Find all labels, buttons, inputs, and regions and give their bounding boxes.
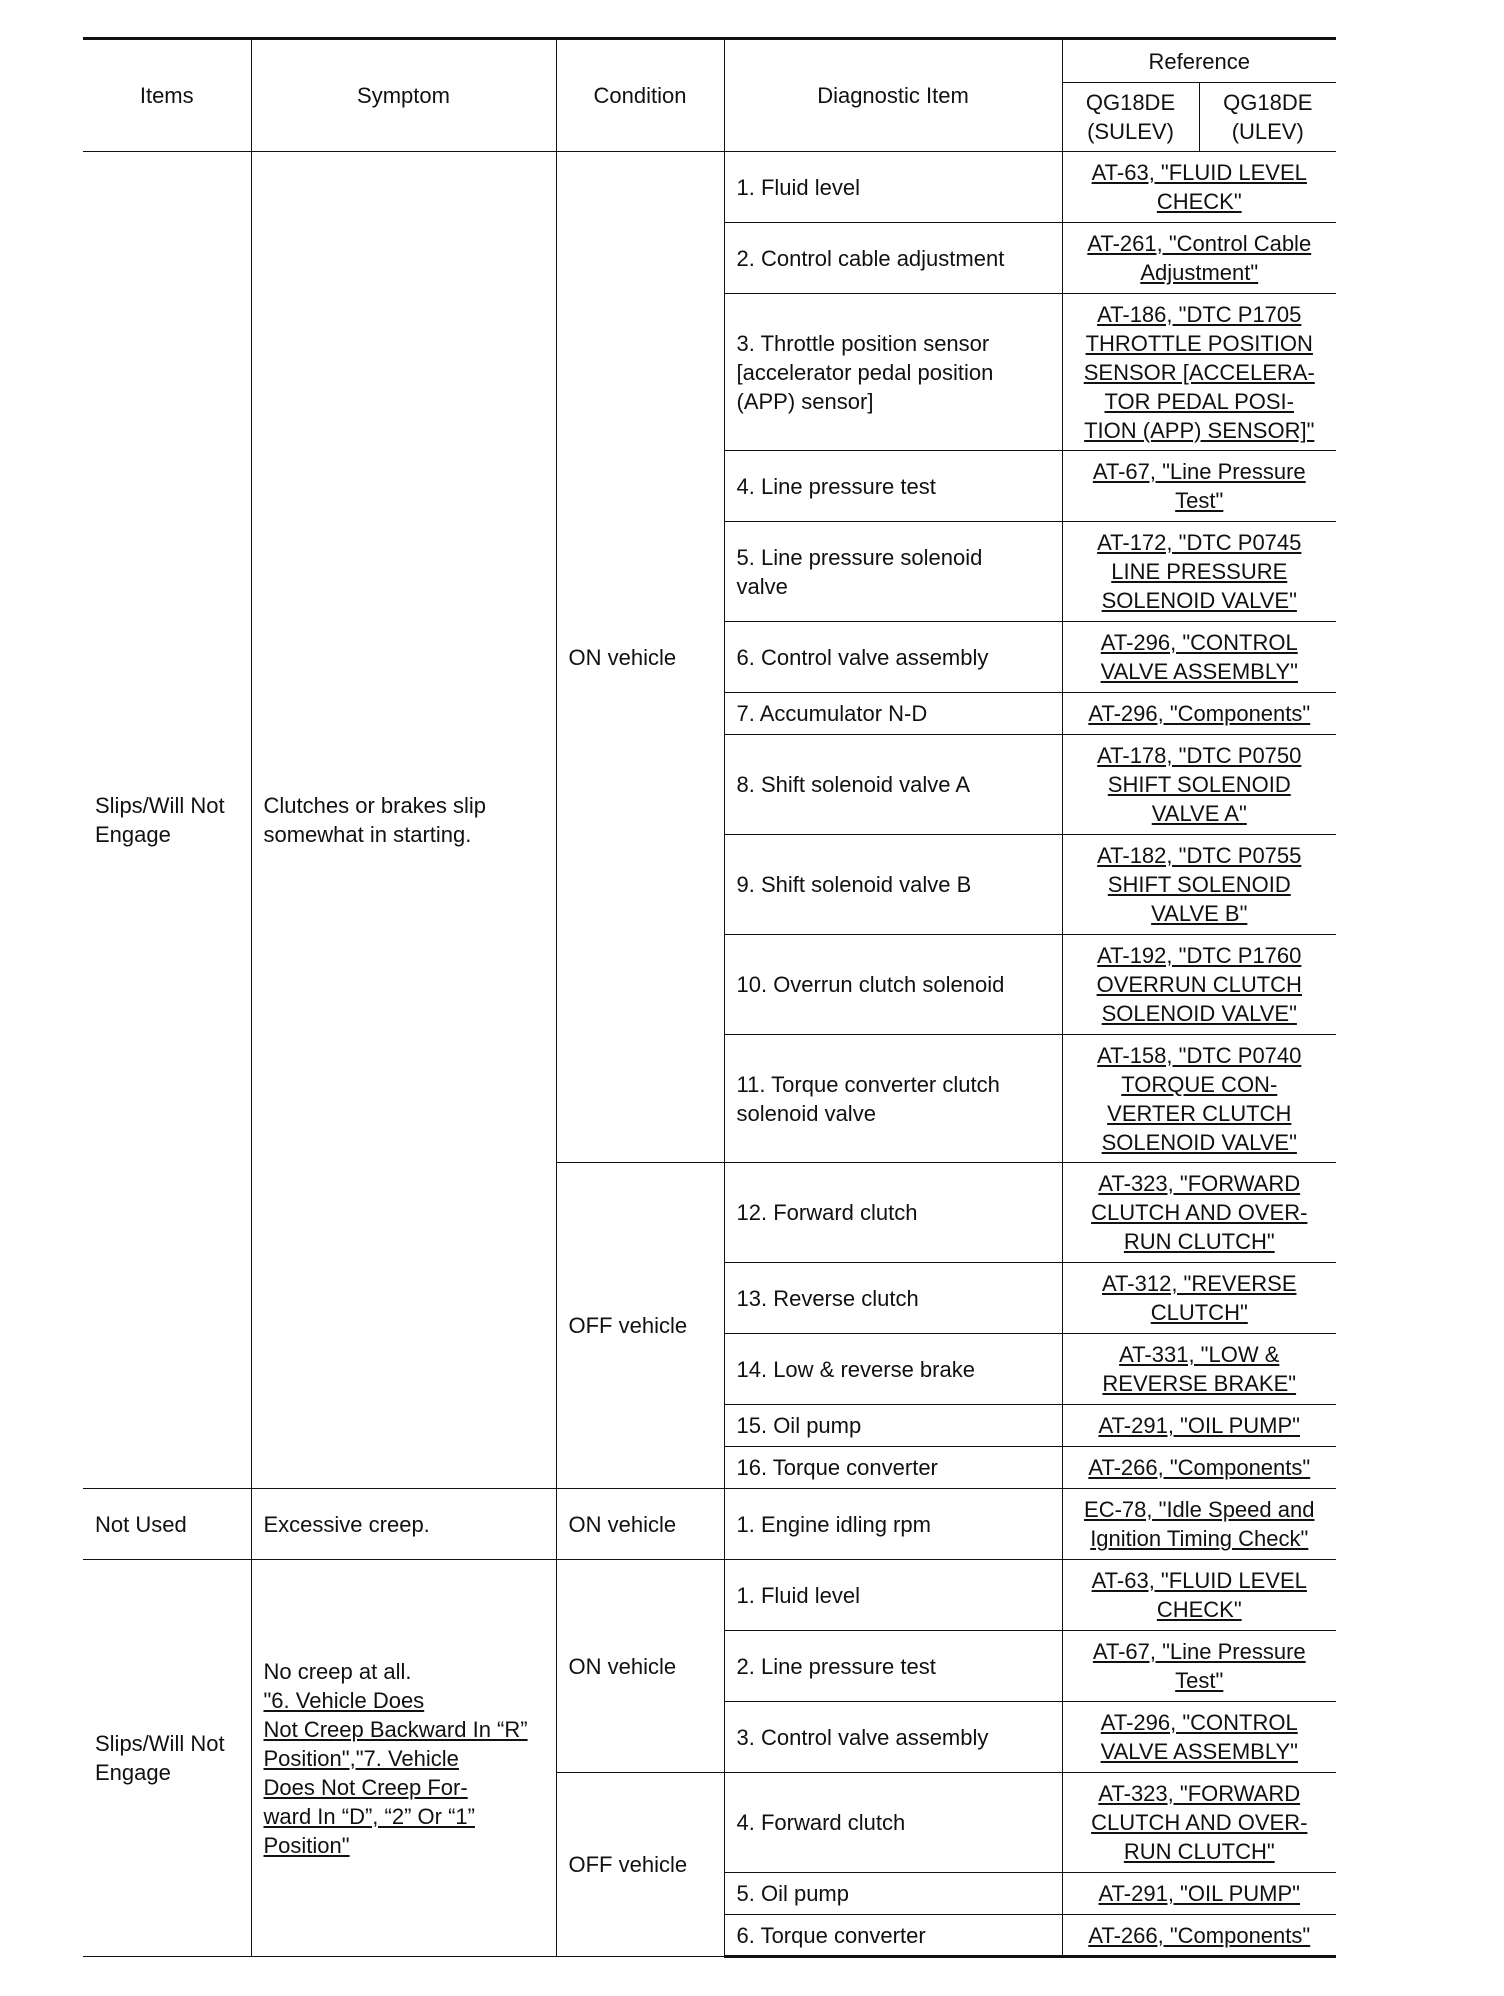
diagnostic-item-text: (APP) sensor] <box>736 388 874 414</box>
reference-link[interactable] <box>1075 1879 1325 1908</box>
items-text: Slips/Will Not <box>95 1731 225 1756</box>
diagnostic-item-text: 3. Control valve assembly <box>736 1724 989 1750</box>
reference-link-line: AT-63, "FLUID LEVEL <box>1091 160 1307 185</box>
diagnostic-item-cell <box>724 1915 1062 1957</box>
reference-link[interactable] <box>1075 300 1325 445</box>
reference-cell <box>1062 1560 1336 1631</box>
condition-text: OFF vehicle <box>568 1852 688 1877</box>
reference-link-line: SHIFT SOLENOID <box>1107 872 1291 897</box>
reference-link-line: SHIFT SOLENOID <box>1107 772 1291 797</box>
reference-cell <box>1062 693 1336 735</box>
diagnostic-item-text: 5. Oil pump <box>736 1881 849 1906</box>
condition-text: ON vehicle <box>568 644 677 670</box>
reference-cell <box>1062 835 1336 935</box>
diagnostic-item-text: 11. Torque converter clutch <box>736 1071 1000 1097</box>
header-ref-sulev <box>1062 83 1199 152</box>
diagnostic-item-cell <box>724 1263 1062 1334</box>
reference-link-line: VALVE B" <box>1151 901 1248 926</box>
reference-link-line: SOLENOID VALVE" <box>1101 588 1297 613</box>
diagnostic-item-cell <box>724 1631 1062 1702</box>
diagnostic-item-text: 14. Low & reverse brake <box>736 1356 975 1382</box>
reference-link-line: REVERSE BRAKE" <box>1102 1371 1297 1396</box>
reference-link-line: CHECK" <box>1156 189 1242 214</box>
reference-link[interactable] <box>1075 1637 1325 1695</box>
reference-link-line: AT-323, "FORWARD <box>1098 1781 1301 1806</box>
reference-link-line: AT-291, "OIL PUMP" <box>1098 1413 1300 1438</box>
header-condition: Condition <box>556 39 724 152</box>
diagnostic-item-text: 1. Fluid level <box>736 174 861 200</box>
items-cell <box>83 152 251 1489</box>
diagnostic-item-text: 5. Line pressure solenoid <box>736 544 983 570</box>
condition-text: ON vehicle <box>568 1511 677 1537</box>
reference-link[interactable] <box>1075 528 1325 615</box>
reference-cell <box>1062 223 1336 294</box>
symptom-cell <box>251 1560 556 1957</box>
reference-link-line: SENSOR [ACCELERA- <box>1083 359 1315 385</box>
table-row <box>83 1489 1336 1560</box>
reference-link-line: AT-178, "DTC P0750 <box>1097 743 1302 768</box>
reference-cell <box>1062 294 1336 451</box>
reference-link[interactable] <box>1075 1566 1325 1624</box>
diagnostic-item-text: 8. Shift solenoid valve A <box>736 772 971 797</box>
reference-link-line: TORQUE CON- <box>1121 1071 1278 1097</box>
reference-link-line: AT-192, "DTC P1760 <box>1097 943 1302 968</box>
reference-cell <box>1062 735 1336 835</box>
reference-link[interactable] <box>1075 1779 1325 1866</box>
diagnostic-item-text: 3. Throttle position sensor <box>736 330 990 356</box>
symptom-link-line: ward In “D”, “2” Or “1” <box>263 1803 475 1829</box>
diagnostic-item-text: solenoid valve <box>736 1100 876 1126</box>
reference-cell <box>1062 152 1336 223</box>
symptom-cell <box>251 152 556 1489</box>
reference-cell <box>1062 1263 1336 1334</box>
diagnostic-item-cell <box>724 693 1062 735</box>
symptom-cell <box>251 1489 556 1560</box>
reference-link-line: CLUTCH AND OVER- <box>1091 1200 1308 1225</box>
reference-link[interactable] <box>1075 1041 1325 1157</box>
reference-link-line: CLUTCH AND OVER- <box>1091 1810 1308 1835</box>
symptom-link-line: Does Not Creep For- <box>263 1774 468 1800</box>
reference-link-line: VERTER CLUTCH <box>1107 1100 1292 1126</box>
reference-link-line: AT-296, "CONTROL <box>1100 1710 1298 1735</box>
symptom-text: Excessive creep. <box>263 1511 430 1537</box>
reference-cell <box>1062 1163 1336 1263</box>
reference-link-line: RUN CLUTCH" <box>1123 1839 1275 1864</box>
reference-cell <box>1062 1631 1336 1702</box>
diagnostic-item-cell <box>724 152 1062 223</box>
diagnostic-item-cell <box>724 1489 1062 1560</box>
reference-link-line: AT-182, "DTC P0755 <box>1097 843 1302 868</box>
reference-link[interactable] <box>1075 1411 1325 1440</box>
diagnostic-item-text: 16. Torque converter <box>736 1455 938 1480</box>
symptom-reference-link[interactable] <box>264 1686 544 1860</box>
reference-link-line: SOLENOID VALVE" <box>1101 1001 1297 1026</box>
diagnostic-item-cell <box>724 1560 1062 1631</box>
reference-link-line: Ignition Timing Check" <box>1090 1526 1309 1551</box>
reference-cell <box>1062 1873 1336 1915</box>
condition-cell <box>556 1560 724 1773</box>
diagnostic-item-text: 4. Line pressure test <box>736 473 936 499</box>
diagnostic-item-text: 4. Forward clutch <box>736 1810 906 1835</box>
reference-link-line: AT-296, "CONTROL <box>1100 630 1298 655</box>
condition-cell <box>556 1489 724 1560</box>
header-symptom: Symptom <box>251 39 556 152</box>
diagnostic-item-cell <box>724 1163 1062 1263</box>
reference-link-line: Adjustment" <box>1140 260 1259 285</box>
diagnostic-item-text: 9. Shift solenoid valve B <box>736 872 972 897</box>
condition-cell <box>556 1163 724 1489</box>
reference-cell <box>1062 1447 1336 1489</box>
reference-link-line: OVERRUN CLUTCH <box>1096 972 1302 997</box>
reference-link-line: AT-261, "Control Cable <box>1087 231 1312 256</box>
header-reference: Reference <box>1062 39 1336 83</box>
diagnostic-item-cell <box>724 1447 1062 1489</box>
symptom-text: Clutches or brakes slip <box>263 793 487 818</box>
reference-cell <box>1062 1702 1336 1773</box>
diagnostic-item-cell <box>724 622 1062 693</box>
diagnostic-item-text: 2. Control cable adjustment <box>736 245 1005 271</box>
reference-link-line: AT-63, "FLUID LEVEL <box>1091 1568 1307 1593</box>
reference-link-line: AT-172, "DTC P0745 <box>1097 530 1302 555</box>
items-text: Not Used <box>95 1511 187 1537</box>
reference-cell <box>1062 1334 1336 1405</box>
reference-link[interactable] <box>1075 741 1325 828</box>
table-row <box>83 152 1336 223</box>
symptom-link-line: "6. Vehicle Does <box>263 1687 425 1713</box>
reference-cell <box>1062 622 1336 693</box>
reference-link-line: CHECK" <box>1156 1597 1242 1622</box>
items-cell <box>83 1489 251 1560</box>
header-ref-sulev-line: QG18DE <box>1085 90 1176 115</box>
reference-link-line: AT-296, "Components" <box>1088 701 1311 726</box>
reference-link[interactable] <box>1075 1495 1325 1553</box>
symptom-text: somewhat in starting. <box>263 822 472 847</box>
diagnostic-item-text: 6. Control valve assembly <box>736 644 989 670</box>
diagnosis-table <box>83 37 1336 1958</box>
diagnostic-item-text: 15. Oil pump <box>736 1413 862 1438</box>
header-diagnostic-item: Diagnostic Item <box>724 39 1062 152</box>
reference-link[interactable] <box>1075 628 1325 686</box>
condition-text: ON vehicle <box>568 1653 677 1679</box>
diagnostic-item-text: 12. Forward clutch <box>736 1200 918 1225</box>
reference-link-line: CLUTCH" <box>1150 1300 1248 1325</box>
diagnostic-item-cell <box>724 451 1062 522</box>
reference-link-line: AT-67, "Line Pressure <box>1092 1639 1306 1664</box>
reference-link-line: AT-323, "FORWARD <box>1098 1171 1301 1196</box>
diagnostic-item-cell <box>724 1873 1062 1915</box>
condition-cell <box>556 1773 724 1957</box>
reference-link[interactable] <box>1075 1169 1325 1256</box>
reference-cell <box>1062 1773 1336 1873</box>
condition-cell <box>556 152 724 1163</box>
header-ref-ulev-line: QG18DE <box>1223 90 1313 115</box>
diagnostic-item-cell <box>724 935 1062 1035</box>
reference-link[interactable] <box>1075 457 1325 515</box>
diagnostic-item-cell <box>724 1035 1062 1163</box>
reference-cell <box>1062 935 1336 1035</box>
reference-link-line: Test" <box>1175 1668 1224 1693</box>
reference-link-line: RUN CLUTCH" <box>1123 1229 1275 1254</box>
reference-link-line: TOR PEDAL POSI- <box>1104 388 1294 414</box>
reference-link[interactable] <box>1075 158 1325 216</box>
reference-link-line: AT-158, "DTC P0740 <box>1097 1042 1302 1068</box>
reference-link[interactable] <box>1075 1269 1325 1327</box>
diagnostic-item-cell <box>724 294 1062 451</box>
diagnostic-item-text: 7. Accumulator N-D <box>736 701 928 726</box>
diagnostic-item-text: 2. Line pressure test <box>736 1653 936 1679</box>
header-ref-ulev <box>1199 83 1336 152</box>
reference-link-line: LINE PRESSURE <box>1111 559 1288 584</box>
reference-cell <box>1062 522 1336 622</box>
reference-link-line: AT-331, "LOW & <box>1119 1342 1280 1367</box>
diagnostic-item-text: 10. Overrun clutch solenoid <box>736 972 1005 997</box>
header-ref-ulev-line: (ULEV) <box>1231 119 1304 144</box>
reference-cell <box>1062 1489 1336 1560</box>
reference-link[interactable] <box>1075 841 1325 928</box>
reference-link-line: AT-266, "Components" <box>1088 1922 1311 1948</box>
diagnostic-item-cell <box>724 1773 1062 1873</box>
symptom-link-line: Position","7. Vehicle <box>263 1745 459 1771</box>
reference-link-line: VALVE ASSEMBLY" <box>1100 659 1298 684</box>
reference-link[interactable] <box>1075 1921 1325 1950</box>
items-text: Engage <box>95 1760 171 1785</box>
reference-link-line: AT-312, "REVERSE <box>1102 1271 1297 1296</box>
reference-link[interactable] <box>1075 699 1325 728</box>
reference-cell <box>1062 1915 1336 1957</box>
header-ref-sulev-line: (SULEV) <box>1087 119 1174 144</box>
diagnostic-item-cell <box>724 835 1062 935</box>
reference-link-line: AT-291, "OIL PUMP" <box>1098 1881 1300 1906</box>
reference-link-line: VALVE ASSEMBLY" <box>1100 1739 1298 1764</box>
symptom-link-line: Position" <box>263 1832 350 1858</box>
table-row <box>83 1560 1336 1631</box>
reference-link-line: TION (APP) SENSOR]" <box>1084 417 1315 443</box>
items-cell <box>83 1560 251 1957</box>
reference-link[interactable] <box>1075 229 1325 287</box>
reference-link-line: AT-186, "DTC P1705 <box>1097 301 1302 327</box>
reference-cell <box>1062 451 1336 522</box>
reference-link[interactable] <box>1075 941 1325 1028</box>
reference-link[interactable] <box>1075 1708 1325 1766</box>
diagnostic-item-cell <box>724 1405 1062 1447</box>
table-body <box>83 152 1336 1957</box>
condition-text: OFF vehicle <box>568 1313 688 1338</box>
diagnostic-item-text: 13. Reverse clutch <box>736 1285 919 1311</box>
diagnostic-item-cell <box>724 223 1062 294</box>
diagnostic-item-cell <box>724 1334 1062 1405</box>
diagnostic-item-cell <box>724 522 1062 622</box>
symptom-text: No creep at all. <box>263 1658 412 1684</box>
reference-link-line: Test" <box>1175 488 1224 513</box>
reference-link-line: AT-67, "Line Pressure <box>1092 459 1306 484</box>
diagnostic-item-text: 1. Fluid level <box>736 1582 861 1608</box>
reference-link-line: EC-78, "Idle Speed and <box>1084 1497 1315 1522</box>
symptom-link-line: Not Creep Backward In “R” <box>263 1716 528 1742</box>
diagnostic-item-text: [accelerator pedal position <box>736 359 994 385</box>
items-text: Engage <box>95 822 171 847</box>
diagnostic-item-text: 1. Engine idling rpm <box>736 1511 931 1537</box>
diagnostic-item-text: valve <box>736 573 788 599</box>
header-items: Items <box>83 39 251 152</box>
reference-cell <box>1062 1035 1336 1163</box>
reference-link-line: THROTTLE POSITION <box>1085 330 1313 356</box>
reference-link-line: AT-266, "Components" <box>1088 1455 1311 1480</box>
items-text: Slips/Will Not <box>95 793 225 818</box>
diagnostic-item-cell <box>724 1702 1062 1773</box>
reference-link[interactable] <box>1075 1340 1325 1398</box>
reference-link-line: SOLENOID VALVE" <box>1101 1129 1297 1155</box>
reference-link[interactable] <box>1075 1453 1325 1482</box>
reference-cell <box>1062 1405 1336 1447</box>
table-header <box>83 39 1336 152</box>
reference-link-line: VALVE A" <box>1151 801 1247 826</box>
diagnostic-item-cell <box>724 735 1062 835</box>
diagnostic-item-text: 6. Torque converter <box>736 1922 926 1948</box>
